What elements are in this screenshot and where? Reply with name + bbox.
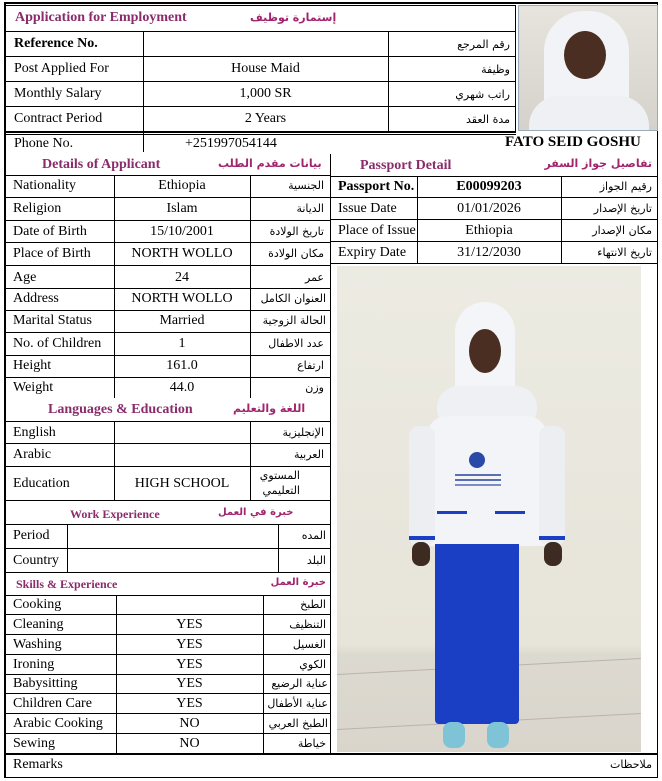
post-label: Post Applied For [14, 61, 109, 76]
place-of-issue-label-ar: مكان الإصدار [592, 224, 652, 237]
arabic-label-ar: العربية [293, 448, 324, 461]
details-title-ar: بيانات مقدم الطلب [218, 157, 322, 170]
issue-date-value: 01/01/2026 [457, 201, 521, 216]
nationality-value: Ethiopia [158, 178, 206, 193]
passport-no-label-ar: رقيم الجواز [599, 180, 652, 193]
skill-cleaning-label: Cleaning [13, 617, 64, 632]
height-value: 161.0 [166, 358, 198, 373]
education-label-ar: المستوي التعليمي [259, 469, 300, 497]
nationality-label: Nationality [13, 178, 76, 193]
pob-label: Place of Birth [13, 246, 91, 261]
skill-childcare-label: Children Care [13, 696, 92, 711]
height-label-ar: ارتفاع [297, 359, 324, 372]
salary-label-ar: راتب شهري [455, 88, 510, 101]
marital-value: Married [159, 313, 205, 328]
skill-washing-label-ar: الغسيل [292, 638, 326, 651]
work-title-ar: خبرة في العمل [218, 507, 294, 518]
skill-ironing-label-ar: الكوي [299, 658, 326, 671]
skill-cooking-label-ar: الطبخ [300, 598, 326, 611]
phone-label: Phone No. [14, 136, 74, 151]
country-label: Country [13, 553, 59, 568]
contract-value: 2 Years [244, 111, 287, 126]
skill-arabic-cooking-value: NO [179, 716, 200, 731]
skill-cleaning-value: YES [176, 617, 203, 632]
contract-label: Contract Period [14, 111, 103, 126]
age-label-ar: عمر [305, 271, 324, 284]
expiry-date-value: 31/12/2030 [457, 245, 521, 260]
applicant-name: FATO SEID GOSHU [505, 134, 641, 150]
english-label: English [13, 425, 56, 440]
weight-label: Weight [13, 380, 54, 395]
languages-title-ar: اللغة والتعليم [233, 402, 306, 415]
weight-value: 44.0 [169, 380, 195, 395]
religion-label-ar: الديانة [296, 202, 324, 215]
pob-label-ar: مكان الولادة [268, 247, 324, 260]
skill-arabic-cooking-label-ar: الطبخ العربي [268, 717, 328, 730]
phone-value: +251997054144 [185, 136, 277, 151]
place-of-issue-value: Ethiopia [465, 223, 513, 238]
children-value: 1 [178, 336, 186, 351]
applicant-full-body-photo [337, 266, 641, 752]
period-label: Period [13, 528, 50, 543]
skill-ironing-value: YES [176, 657, 203, 672]
dob-label-ar: تاريخ الولادة [269, 225, 324, 238]
skill-babysitting-label: Babysitting [13, 676, 78, 691]
form-title: Application for Employment [15, 10, 187, 25]
address-label: Address [13, 291, 59, 306]
post-value: House Maid [231, 61, 300, 76]
skill-arabic-cooking-label: Arabic Cooking [13, 716, 103, 731]
skill-washing-label: Washing [13, 637, 62, 652]
expiry-date-label: Expiry Date [338, 245, 407, 260]
skill-childcare-value: YES [176, 696, 203, 711]
passport-title: Passport Detail [360, 158, 452, 173]
salary-label: Monthly Salary [14, 86, 102, 101]
issue-date-label-ar: تاريخ الإصدار [593, 202, 652, 215]
children-label: No. of Children [13, 336, 102, 351]
arabic-label: Arabic [13, 447, 52, 462]
remarks-label: Remarks [13, 757, 63, 772]
skills-title-ar: خبرة العمل [270, 577, 326, 588]
skill-babysitting-label-ar: عناية الرضيع [271, 677, 328, 690]
skill-sewing-label: Sewing [13, 736, 55, 751]
education-label: Education [13, 476, 70, 491]
skill-cleaning-label-ar: التنظيف [289, 618, 326, 631]
religion-value: Islam [166, 201, 198, 216]
expiry-date-label-ar: تاريخ الانتهاء [597, 246, 652, 259]
country-label-ar: البلد [306, 554, 326, 567]
skill-childcare-label-ar: عناية الأطفال [267, 697, 328, 710]
address-value: NORTH WOLLO [131, 291, 233, 306]
marital-label: Marital Status [13, 313, 92, 328]
post-label-ar: وظيفة [481, 63, 510, 76]
height-label: Height [13, 358, 52, 373]
children-label-ar: عدد الاطفال [268, 337, 324, 350]
form-title-ar: إستمارة توظيف [250, 11, 337, 24]
age-label: Age [13, 270, 37, 285]
place-of-issue-label: Place of Issue [338, 223, 416, 238]
skill-ironing-label: Ironing [13, 657, 55, 672]
skill-babysitting-value: YES [176, 676, 203, 691]
reference-label-ar: رقم المرجع [457, 38, 510, 51]
passport-no-label: Passport No. [338, 179, 415, 194]
passport-title-ar: تفاصيل جواز السفر [544, 157, 652, 170]
details-title: Details of Applicant [42, 157, 161, 172]
weight-label-ar: وزن [305, 381, 324, 394]
marital-label-ar: الحالة الزوجية [262, 314, 326, 327]
pob-value: NORTH WOLLO [131, 246, 233, 261]
issue-date-label: Issue Date [338, 201, 397, 216]
contract-label-ar: مدة العقد [466, 113, 510, 126]
nationality-label-ar: الجنسية [288, 179, 324, 192]
work-title: Work Experience [70, 507, 160, 521]
salary-value: 1,000 SR [239, 86, 292, 101]
skill-sewing-value: NO [179, 736, 200, 751]
english-label-ar: الإنجليزية [282, 426, 324, 439]
remarks-label-ar: ملاحظات [610, 758, 652, 771]
dob-label: Date of Birth [13, 224, 87, 239]
skill-washing-value: YES [176, 637, 203, 652]
religion-label: Religion [13, 201, 62, 216]
passport-no-value: E00099203 [456, 179, 522, 194]
address-label-ar: العنوان الكامل [260, 292, 326, 305]
education-value: HIGH SCHOOL [134, 476, 230, 491]
reference-label: Reference No. [14, 36, 98, 51]
skills-title: Skills & Experience [16, 577, 118, 591]
languages-title: Languages & Education [48, 402, 193, 417]
period-label-ar: المده [301, 529, 326, 542]
dob-value: 15/10/2001 [150, 224, 214, 239]
skill-cooking-label: Cooking [13, 597, 62, 612]
skill-sewing-label-ar: خياطة [297, 737, 326, 750]
age-value: 24 [175, 270, 189, 285]
applicant-portrait-photo [518, 5, 658, 131]
